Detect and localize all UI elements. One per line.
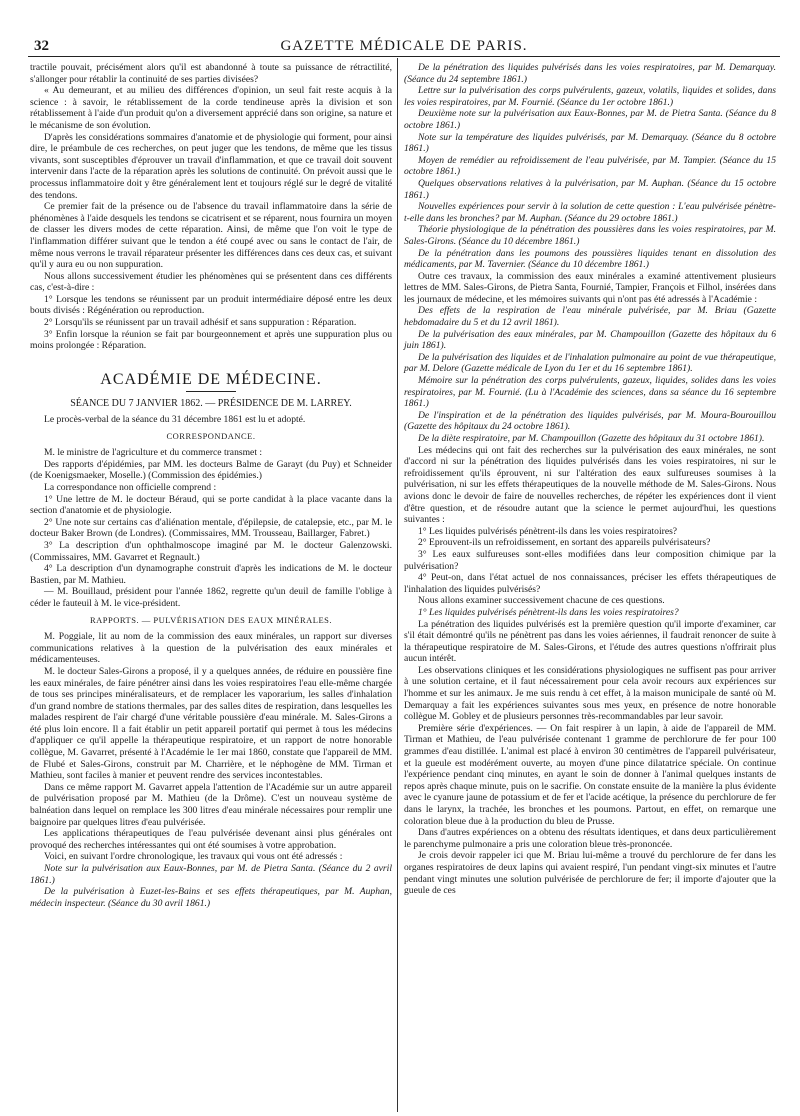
reference-item: De la pulvérisation des eaux minérales, par M. Champouillon (Gazette des hôpitaux du 6 juin 1861). xyxy=(404,328,776,352)
paragraph: 3° Enfin lorsque la réunion se fait par bourgeonnement et après une suppuration plus ou moins prolongée : Réparation. xyxy=(30,328,392,352)
paragraph: 2° Lorsqu'ils se réunissent par un travail adhésif et sans suppuration : Réparation. xyxy=(44,317,357,329)
reference-item: Théorie physiologique de la pénétration des poussières dans les voies respiratoires, par M. Sales-Girons. (Séance du 10 décembre 1861.) xyxy=(404,224,776,247)
question-item: 4° Peut-on, dans l'état actuel de nos connaissances, préciser les effets thérapeutiques de l'inhalation des liquides pulvérisés? xyxy=(404,572,776,595)
paragraph: Dans d'autres expériences on a obtenu des résultats identiques, et dans deux particulièrement le parenchyme pulmonaire a pris une coloration bleue très-prononcée. xyxy=(404,827,776,850)
paragraph: 3° La description d'un ophthalmoscope imaginé par M. le docteur Galenzowski. (Commissaires, MM. Gavarret et Regnault.) xyxy=(30,539,392,563)
paragraph: — M. Bouillaud, président pour l'année 1862, regrette qu'un deuil de famille l'oblige à céder le fauteuil à M. le vice-président. xyxy=(30,586,392,609)
paragraph: Ce premier fait de la présence ou de l'absence du travail inflammatoire dans la série de phénomènes à l'aide desquels les tendons se cicatrisent et se réparent, nous fournira un moyen de classer les divers modes de cette réparation. Ainsi, de même que l'on voit le type de l'inflammation différer suivant que le tendon a été coupé avec ou sans le contact de l'air, de même nous verrons le travail réparateur présenter les différences dans ces deux cas, et suivant qu'il y aura eu ou non suppuration. xyxy=(30,201,392,271)
reference-item: Lettre sur la pulvérisation des corps pulvérulents, gazeux, volatils, liquides et solides, dans les voies respiratoires, par M. Fournié. (Séance du 1er octobre 1861.) xyxy=(404,85,776,108)
reference-item: Note sur la pulvérisation aux Eaux-Bonnes, par M. de Pietra Santa. (Séance du 2 avril 1861.) xyxy=(30,863,392,886)
page-header xyxy=(28,30,780,52)
reference-item: Note sur la température des liquides pulvérisés, par M. Demarquay. (Séance du 8 octobre 1861.) xyxy=(404,131,776,155)
section-title: ACADÉMIE DE MÉDECINE. xyxy=(100,370,322,388)
paragraph: Nous allons examiner successivement chacune de ces questions. xyxy=(418,595,665,607)
question-item: 3° Les eaux sulfureuses sont-elles modifiées dans leur composition chimique par la pulvérisation? xyxy=(404,548,776,572)
right-column xyxy=(404,62,776,897)
reference-item: Nouvelles expériences pour servir à la solution de cette question : L'eau pulvérisée pénètre-t-elle dans les bronches? par M. Auphan. (Séance du 29 octobre 1861.) xyxy=(404,201,776,224)
paragraph: Première série d'expériences. — On fait respirer à un lapin, à aide de l'appareil de MM. Tirman et Mathieu, de l'eau pulvérisée contenant 1 gramme de perchlorure de fer pour 100 grammes d'eau distillée. L'animal est placé à environ 30 centimètres de l'appareil pulvérisateur, et la gueule est modérément ouverte, au moyen d'une pince dilatatrice spéciale. On continue l'expérience pendant cinq minutes, en ayant le soin de donner à l'animal quelques instants de repos après chaque minute, puis on le sacrifie. On constate ensuite de la manière la plus évidente avec le cyanure jaune de potassium et de fer et l'acide acétique, la présence du perchlorure de fer dans le larynx, la trachée, les bronches et les poumons. Partout, en effet, on remarque une coloration bleue due à la production du bleu de Prusse. xyxy=(404,722,776,827)
section-rule xyxy=(186,391,236,392)
reference-item: Quelques observations relatives à la pulvérisation, par M. Auphan. (Séance du 15 octobre 1861.) xyxy=(404,177,776,201)
reference-item: De la pulvérisation à Euzet-les-Bains et ses effets thérapeutiques, par M. Auphan, médecin inspecteur. (Séance du 30 avril 1861.) xyxy=(30,886,392,909)
paragraph: La correspondance non officielle comprend : xyxy=(44,482,217,493)
paragraph: Les médecins qui ont fait des recherches sur la pulvérisation des eaux minérales, ne sont d'accord ni sur la pénétration des liquides pulvérisés dans les voies respiratoires, ni sur le refroidissement qu'ils éprouvent, ni sur l'altération des eaux sulfureuses soumises à la pulvérisation, ni sur les effets thérapeutiques de la nouvelle méthode de M. Sales-Girons. Nous avions donc le devoir de faire de nouvelles recherches, de répéter les expériences dont il vient d'être question, et de résoudre autant que la science le permet aujourd'hui, les questions suivantes : xyxy=(404,444,776,526)
header-rule xyxy=(28,56,780,57)
paragraph: M. le ministre de l'agriculture et du commerce transmet : xyxy=(44,447,263,459)
session-heading: SÉANCE DU 7 JANVIER 1862. — PRÉSIDENCE DE M. LARREY. xyxy=(70,398,352,410)
paragraph: D'après les considérations sommaires d'anatomie et de physiologie qui forment, pour ainsi dire, le préambule de ces recherches, on peut juger que les tendons, de même que les tissus vivants, sont susceptibles d'éprouver un travail d'inflammation, et que ce travail doit souvent intervenir dans l'acte de la réparation après les solutions de continuité. On prévoit aussi que le processus inflammatoire doit y être généralement lent et toujours réglé sur le degré de vitalité des tendons. xyxy=(30,131,392,201)
reference-item: Mémoire sur la pénétration des corps pulvérulents, gazeux, liquides, solides dans les voies respiratoires, par M. Fournié. (Lu à l'Académie des sciences, dans sa séance du 16 septembre 1861.) xyxy=(404,375,776,410)
paragraph: Les applications thérapeutiques de l'eau pulvérisée devenant ainsi plus générales ont provoqué des recherches intéressantes qui ont été soumises à votre approbation. xyxy=(30,828,392,851)
paragraph: M. Poggiale, lit au nom de la commission des eaux minérales, un rapport sur diverses communications relatives à la question de la pulvérisation des eaux minérales et médicamenteuses. xyxy=(30,631,392,666)
question-heading: 1° Les liquides pulvérisés pénètrent-ils dans les voies respiratoires? xyxy=(418,606,679,618)
reference-item: Des effets de la respiration de l'eau minérale pulvérisée, par M. Briau (Gazette hebdomadaire du 5 et du 12 avril 1861). xyxy=(404,305,776,329)
reference-item: De l'inspiration et de la pénétration des liquides pulvérisés, par M. Moura-Bourouillou (Gazette des hôpitaux du 24 octobre 1861). xyxy=(404,409,776,433)
paragraph: tractile pouvait, précisément alors qu'il est abandonné à toute sa puissance de rétractilité, s'allonger pour rétablir la continuité de ses parties divisées? xyxy=(30,62,392,85)
reference-item: De la diète respiratoire, par M. Champouillon (Gazette des hôpitaux du 31 octobre 1861). xyxy=(418,433,765,444)
paragraph: 2° Une note sur certains cas d'aliénation mentale, d'épilepsie, de catalepsie, etc., par M. le docteur Baker Brown (de Londres). (Commissaires, MM. Trousseau, Baillarger, Fabret.) xyxy=(30,516,392,540)
paragraph: Nous allons successivement étudier les phénomènes qui se présentent dans ces différents cas, c'est-à-dire : xyxy=(30,270,392,294)
column-divider xyxy=(397,58,398,1112)
subsection-heading: CORRESPONDANCE. xyxy=(166,430,256,441)
paragraph: M. le docteur Sales-Girons a proposé, il y a quelques années, de réduire en poussière fine les eaux minérales, de faire pénétrer ainsi dans les voies respiratoires l'eau elle-même chargée de tous ses principes minéralisateurs, et de remplacer les vaporarium, les salles d'inhalation d'un grand nombre de stations thermales, par des salles dites de respiration, dans lesquelles les malades respirent de l'air chargé d'une véritable poussière d'eau minérale. M. Sales-Girons a été plus loin encore. Il a fait établir un petit appareil portatif qui permet à tous les médecins d'appliquer ce qu'il appelle la thérapeutique respiratoire, et un rapport de notre honorable collègue, M. Gavarret, présenté à l'Académie le 1er mai 1860, constate que l'appareil de MM. de Flubé et Sales-Girons, construit par M. Charrière, et le néphogène de MM. Tirman et Mathieu, sont faciles à manier et peuvent rendre des services incontestables. xyxy=(30,665,392,782)
paragraph: 1° Lorsque les tendons se réunissent par un produit intermédiaire déposé entre les deux bouts divisés : Régénération ou reproduction. xyxy=(30,293,392,317)
paragraph: « Au demeurant, et au milieu des différences d'opinion, un seul fait reste acquis à la science : à savoir, le rétablissement de la corde tendineuse après la division et son rétablissement à l'aide d'un produit qu'on a diversement apprécié dans son origine, sa nature et le mécanisme de son évolution. xyxy=(30,85,392,131)
paragraph: Les observations cliniques et les considérations physiologiques ne suffisent pas pour arriver à une solution certaine, et il faut nécessairement pour cela avoir recours aux expériences sur l'homme et sur les animaux. Je me suis rendu à cet effet, à la maison municipale de santé où M. Demarquay a fait les expériences suivantes sous mes yeux, en présence de notre honorable collègue M. Gobley et de plusieurs personnes très-recommandables par leur savoir. xyxy=(404,664,776,723)
page-number: 32 xyxy=(34,38,49,54)
reference-item: De la pénétration dans les poumons des poussières liquides tenant en dissolution des médicaments, par M. Tavernier. (Séance du 10 décembre 1861.) xyxy=(404,247,776,271)
paragraph: Dans ce même rapport M. Gavarret appela l'attention de l'Académie sur un autre appareil de pulvérisation proposé par M. Mathieu (de la Drôme). C'est un nouveau système de balnéation dans lequel on remplace les 300 litres d'eau minérale nécessaires pour remplir une baignoire par quelques litres d'eau pulvérisée. xyxy=(30,781,392,828)
paragraph: Je crois devoir rappeler ici que M. Briau lui-même a trouvé du perchlorure de fer dans les organes respiratoires de deux lapins qui avaient respiré, l'un pendant vingt-six minutes et l'autre pendant vingt minutes une solution pulvérisée de perchlorure de fer; il importe d'ajouter que la gueule de ces xyxy=(404,850,776,897)
paragraph: Le procès-verbal de la séance du 31 décembre 1861 est lu et adopté. xyxy=(44,414,306,426)
question-item: 2° Eprouvent-ils un refroidissement, en sortant des appareils pulvérisateurs? xyxy=(418,537,711,549)
reference-item: De la pénétration des liquides pulvérisés dans les voies respiratoires, par M. Demarquay. (Séance du 24 septembre 1861.) xyxy=(404,62,776,85)
reference-item: Moyen de remédier au refroidissement de l'eau pulvérisée, par M. Tampier. (Séance du 15 octobre 1861.) xyxy=(404,154,776,178)
question-item: 1° Les liquides pulvérisés pénètrent-ils dans les voies respiratoires? xyxy=(418,525,678,537)
paragraph: 1° Une lettre de M. le docteur Béraud, qui se porte candidat à la place vacante dans la section d'anatomie et de physiologie. xyxy=(30,493,392,517)
paragraph: La pénétration des liquides pulvérisés est la première question qu'il importe d'examiner, car s'il était démontré qu'ils ne pénètrent pas dans les voies aériennes, il faudrait renoncer de suite à la thérapeutique respiratoire de M. Sales-Girons, et l'étude des autres questions n'offrirait plus aucun intérêt. xyxy=(404,618,776,665)
paragraph: Outre ces travaux, la commission des eaux minérales a examiné attentivement plusieurs lettres de MM. Sales-Girons, de Pietra Santa, Fournié, Tampier, François et Filhol, insérées dans les journaux de médecine, et les mémoires suivants qui n'ont pas été adressés à l'Académie : xyxy=(404,270,776,305)
reference-item: De la pulvérisation des liquides et de l'inhalation pulmonaire au point de vue thérapeutique, par M. Delore (Gazette médicale de Lyon du 1er et du 16 septembre 1861). xyxy=(404,351,776,375)
subsection-heading: RAPPORTS. — PULVÉRISATION DES EAUX MINÉRALES. xyxy=(90,614,332,625)
reference-item: Deuxième note sur la pulvérisation aux Eaux-Bonnes, par M. de Pietra Santa. (Séance du 8 octobre 1861.) xyxy=(404,108,776,131)
paragraph: Des rapports d'épidémies, par MM. les docteurs Balme de Garayt (du Puy) et Schneider (de Koenigsmaeker, Moselle.) (Commission des épidémies.) xyxy=(30,458,392,482)
paragraph: 4° La description d'un dynamographe construit d'après les indications de M. le docteur Bastien, par M. Mathieu. xyxy=(30,563,392,586)
left-column xyxy=(30,62,392,909)
journal-title: GAZETTE MÉDICALE DE PARIS. xyxy=(280,38,528,54)
paragraph: Voici, en suivant l'ordre chronologique, les travaux qui vous ont été adressés : xyxy=(44,851,343,863)
